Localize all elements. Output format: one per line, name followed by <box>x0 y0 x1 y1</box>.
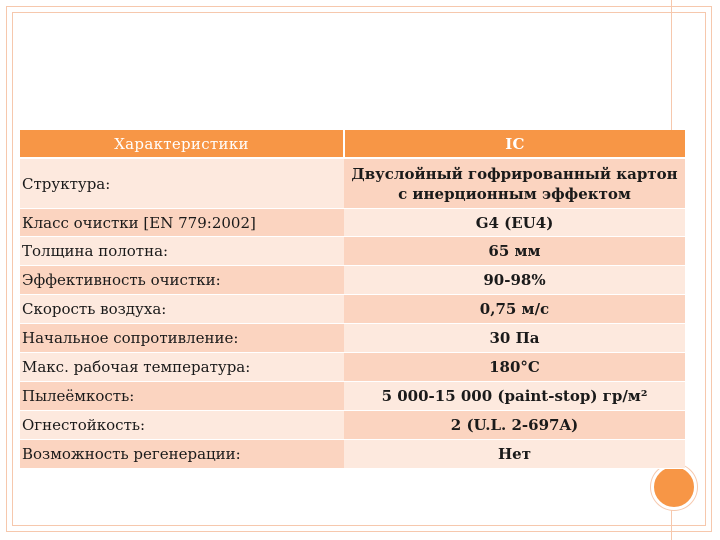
row-value: 30 Па <box>344 324 685 353</box>
decorative-circle <box>651 464 697 510</box>
table-row <box>20 295 685 324</box>
row-label: Скорость воздуха: <box>20 295 344 324</box>
row-value: 5 000-15 000 (paint-stop) гр/м² <box>344 382 685 411</box>
row-value: Нет <box>344 440 685 469</box>
row-value: 0,75 м/с <box>344 295 685 324</box>
row-value: 65 мм <box>344 237 685 266</box>
row-label: Пылеёмкость: <box>20 382 344 411</box>
row-label: Макс. рабочая температура: <box>20 353 344 382</box>
table-row <box>20 237 685 266</box>
specifications-table <box>20 130 685 469</box>
row-label: Толщина полотна: <box>20 237 344 266</box>
row-label: Структура: <box>20 158 344 209</box>
table-row <box>20 324 685 353</box>
row-value: 180°C <box>344 353 685 382</box>
row-value: 90-98% <box>344 266 685 295</box>
table-row <box>20 266 685 295</box>
header-ic: IC <box>344 130 685 158</box>
row-label: Класс очистки [EN 779:2002] <box>20 209 344 237</box>
row-value: 2 (U.L. 2-697A) <box>344 411 685 440</box>
table-row <box>20 411 685 440</box>
table-row <box>20 440 685 469</box>
table-row <box>20 209 685 237</box>
row-label: Эффективность очистки: <box>20 266 344 295</box>
table-row <box>20 353 685 382</box>
header-characteristics: Характеристики <box>20 130 344 158</box>
row-label: Начальное сопротивление: <box>20 324 344 353</box>
row-value: Двуслойный гофрированный картон с инерционным эффектом <box>344 158 685 209</box>
table-header-row <box>20 130 685 158</box>
table-row <box>20 158 685 209</box>
row-value: G4 (EU4) <box>344 209 685 237</box>
table-row <box>20 382 685 411</box>
row-label: Возможность регенерации: <box>20 440 344 469</box>
row-label: Огнестойкость: <box>20 411 344 440</box>
